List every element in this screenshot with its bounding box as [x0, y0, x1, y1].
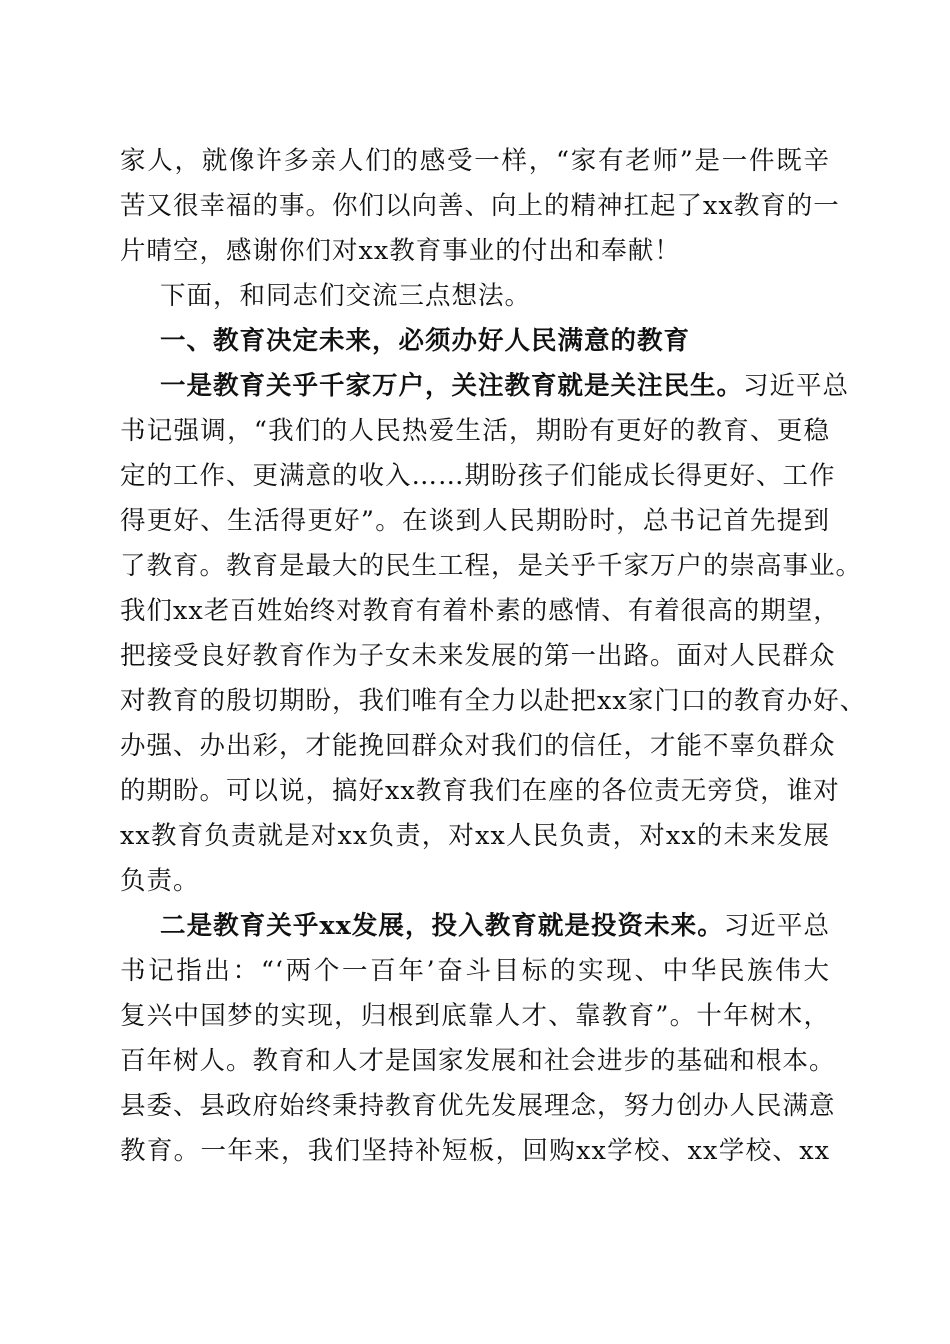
text-line: 百年树人。教育和人才是国家发展和社会进步的基础和根本。 [120, 1046, 836, 1076]
text-line: 家人，就像许多亲人们的感受一样，“家有老师”是一件既辛 [120, 146, 830, 176]
text-line: 对教育的殷切期盼，我们唯有全力以赴把xx家门口的教育办好、 [120, 686, 867, 716]
text-line [120, 904, 830, 949]
text-line [120, 364, 850, 409]
paragraph [120, 364, 867, 904]
text-line: 定的工作、更满意的收入……期盼孩子们能成长得更好、工作 [120, 461, 836, 491]
section-heading [120, 319, 830, 364]
lead-sentence: 一是教育关乎千家万户，关注教育就是关注民生。 [160, 371, 744, 401]
lead-sentence: 二是教育关乎xx发展，投入教育就是投资未来。 [160, 911, 724, 941]
text-line: xx教育负责就是对xx负责，对xx人民负责，对xx的未来发展 [120, 821, 830, 851]
lead-rest: 习近平总 [743, 371, 850, 401]
text-line: 得更好、生活得更好”。在谈到人民期盼时，总书记首先提到 [120, 506, 830, 536]
text-line: 教育。一年来，我们坚持补短板，回购xx学校、xx学校、xx [120, 1136, 830, 1166]
text-line: 我们xx老百姓始终对教育有着朴素的感情、有着很高的期望， [120, 596, 840, 626]
text-line: 县委、县政府始终秉持教育优先发展理念，努力创办人民满意 [120, 1091, 836, 1121]
text-line: 片晴空，感谢你们对xx教育事业的付出和奉献！ [120, 236, 681, 266]
text-line: 复兴中国梦的实现，归根到底靠人才、靠教育”。十年树木， [120, 1001, 830, 1031]
text-line: 下面，和同志们交流三点想法。 [160, 281, 532, 311]
text-line: 书记指出：“‘两个一百年’奋斗目标的实现、中华民族伟大 [120, 956, 830, 986]
paragraph [120, 274, 830, 319]
lead-rest: 习近平总 [723, 911, 830, 941]
paragraph [120, 904, 836, 1174]
text-line: 苦又很幸福的事。你们以向善、向上的精神扛起了xx教育的一 [120, 191, 840, 221]
text-line: 负责。 [120, 866, 200, 896]
paragraph [120, 139, 840, 274]
text-line: 办强、办出彩，才能挽回群众对我们的信任，才能不辜负群众 [120, 731, 836, 761]
document-page [120, 139, 867, 1174]
heading-text: 一、教育决定未来，必须办好人民满意的教育 [160, 326, 691, 356]
text-line: 书记强调，“我们的人民热爱生活，期盼有更好的教育、更稳 [120, 416, 830, 446]
text-line: 的期盼。可以说，搞好xx教育我们在座的各位责无旁贷，谁对 [120, 776, 840, 806]
text-line: 了教育。教育是最大的民生工程，是关乎千家万户的崇高事业。 [120, 551, 863, 581]
text-line: 把接受良好教育作为子女未来发展的第一出路。面对人民群众 [120, 641, 836, 671]
